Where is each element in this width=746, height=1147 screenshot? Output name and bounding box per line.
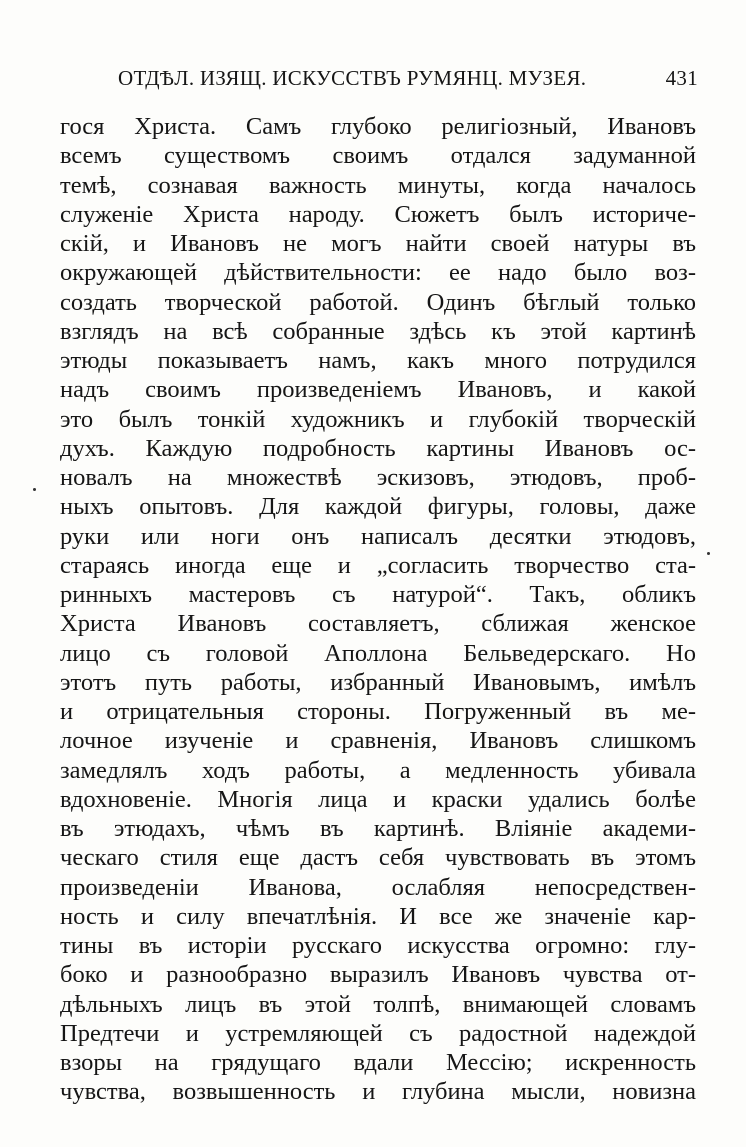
text-line: въ этюдахъ, чѣмъ въ картинѣ. Влiянiе академи- bbox=[60, 815, 696, 842]
text-line: лицо съ головой Аполлона Бельведерскаго. Но bbox=[60, 639, 696, 667]
text-line: ринныхъ мастеровъ съ натурой“. Такъ, обликъ bbox=[60, 581, 696, 608]
text-line: дѣльныхъ лицъ въ этой толпѣ, внимающей словамъ bbox=[60, 990, 696, 1018]
text-line: новалъ на множествѣ эскизовъ, этюдовъ, проб- bbox=[60, 464, 696, 491]
running-title: ОТДѢЛ. ИЗЯЩ. ИСКУССТВЪ РУМЯНЦ. МУЗЕЯ. bbox=[118, 66, 587, 90]
text-line: чувства, возвышенность и глубина мысли, новизна bbox=[60, 1078, 696, 1106]
text-line: взглядъ на всѣ собранные здѣсь къ этой картинѣ bbox=[60, 317, 696, 345]
text-line: надъ своимъ произведенiемъ Ивановъ, и какой bbox=[60, 376, 696, 404]
text-line: создать творческой работой. Одинъ бѣглый только bbox=[60, 288, 696, 316]
text-line: ныхъ опытовъ. Для каждой фигуры, головы, даже bbox=[60, 493, 696, 521]
text-line: скiй, и Ивановъ не могъ найти своей натуры въ bbox=[60, 230, 696, 257]
text-line: Христа Ивановъ составляетъ, сближая женское bbox=[60, 610, 696, 638]
text-line: служенiе Христа народу. Сюжетъ былъ историче- bbox=[60, 200, 696, 228]
page-header bbox=[118, 66, 698, 100]
text-line: стараясь иногда еще и „согласить творчество ста- bbox=[60, 551, 696, 579]
text-line: Предтечи и устремляющей съ радостной надеждой bbox=[60, 1019, 696, 1047]
text-line: тины въ исторiи русскаго искусства огромно: глу- bbox=[60, 932, 696, 959]
text-line: и отрицательныя стороны. Погруженный въ ме- bbox=[60, 698, 696, 725]
text-line: ность и силу впечатлѣнiя. И все же значенiе кар- bbox=[60, 902, 696, 930]
text-line: это былъ тонкiй художникъ и глубокiй творческiй bbox=[60, 405, 696, 433]
text-line: ческаго стиля еще дастъ себя чувствовать въ этомъ bbox=[60, 844, 696, 872]
text-line: темѣ, сознавая важность минуты, когда началось bbox=[60, 171, 696, 199]
text-line: произведенiи Иванова, ослабляя непосредствен- bbox=[60, 873, 696, 901]
text-line: этотъ путь работы, избранный Ивановымъ, имѣлъ bbox=[60, 668, 696, 696]
ink-speck bbox=[707, 552, 710, 555]
text-line: руки или ноги онъ написалъ десятки этюдовъ, bbox=[60, 522, 696, 550]
text-line: боко и разнообразно выразилъ Ивановъ чувства от- bbox=[60, 961, 696, 989]
text-line: лочное изученiе и сравненiя, Ивановъ слишкомъ bbox=[60, 727, 696, 755]
text-line: этюды показываетъ намъ, какъ много потрудился bbox=[60, 347, 696, 374]
text-line: гося Христа. Самъ глубоко религiозный, Ивановъ bbox=[60, 113, 696, 140]
text-line: взоры на грядущаго вдали Мессiю; искренность bbox=[60, 1049, 696, 1076]
text-line: всемъ существомъ своимъ отдался задуманной bbox=[60, 142, 696, 170]
text-line: замедлялъ ходъ работы, а медленность убивала bbox=[60, 756, 696, 784]
text-line: окружающей дѣйствительности: ее надо было воз- bbox=[60, 259, 696, 287]
text-line: вдохновенiе. Многiя лица и краски удались болѣе bbox=[60, 785, 696, 813]
text-line: духъ. Каждую подробность картины Ивановъ ос- bbox=[60, 434, 696, 462]
page-number: 431 bbox=[665, 66, 698, 90]
ink-speck bbox=[33, 488, 36, 491]
body-text bbox=[60, 112, 696, 1107]
